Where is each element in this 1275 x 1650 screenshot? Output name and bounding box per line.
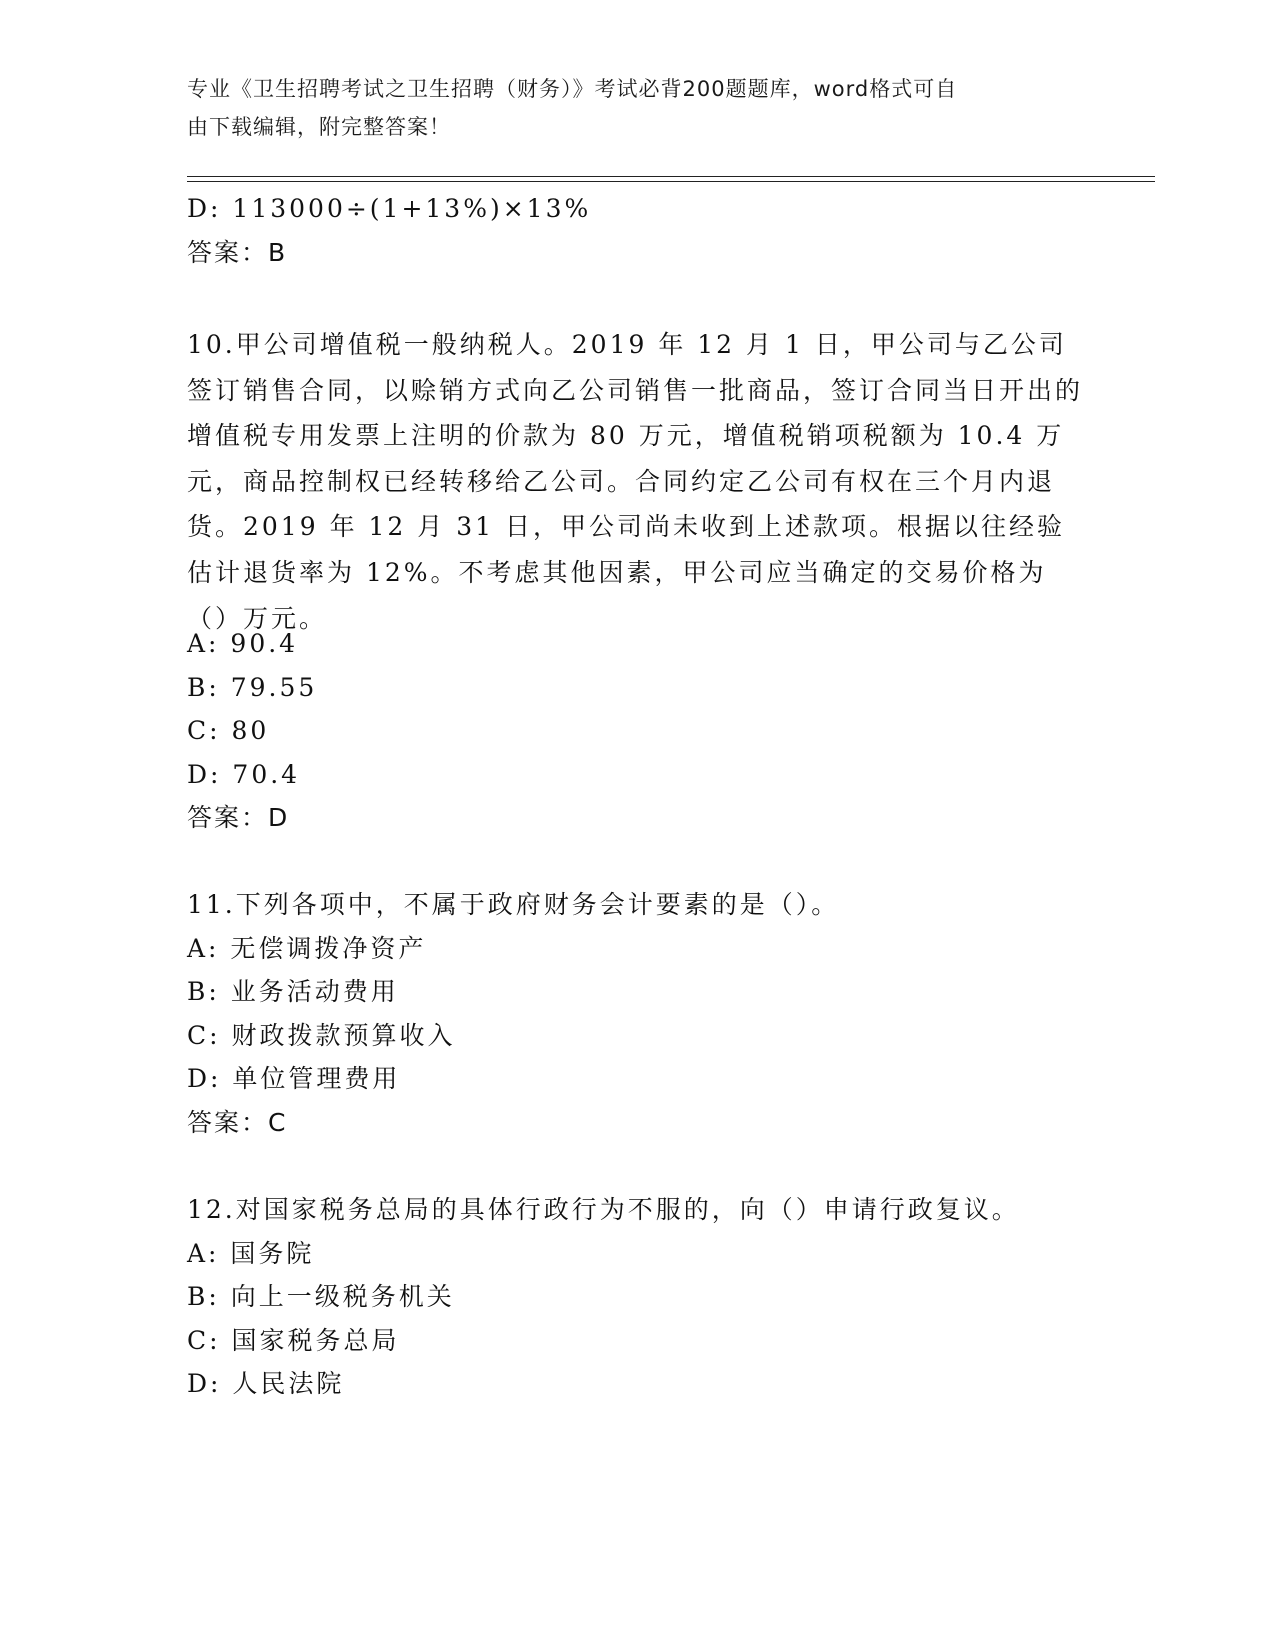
q10-option-d: D: 70.4 xyxy=(187,760,301,789)
q10-option-a: A: 90.4 xyxy=(187,629,299,658)
q11-option-c: C: 财政拨款预算收入 xyxy=(187,1021,456,1050)
q12-option-c: C: 国家税务总局 xyxy=(187,1326,400,1355)
q9-option-d: D: 113000÷(1+13%)×13% xyxy=(187,194,592,223)
q10-question: 10.甲公司增值税一般纳税人。2019 年 12 月 1 日，甲公司与乙公司签订销售合同，以赊销方式向乙公司销售一批商品，签订合同当日开出的增值税专用发票上注明的价款为 80 万元，增值税销项税额为 10.4 万元，商品控制权已经转移给乙公司。合同约定乙公司有权在三个月内退货。2019 年 12 月 31 日，甲公司尚未收到上述款项。根据以往经验估计退货率为 12%。不考虑其他因素，甲公司应当确定的交易价格为（）万元。 xyxy=(187,330,1084,633)
q12-option-a: A: 国务院 xyxy=(187,1239,315,1268)
q10-answer: 答案：D xyxy=(187,803,290,832)
q12-option-d: D: 人民法院 xyxy=(187,1369,345,1398)
q12-question: 12.对国家税务总局的具体行政行为不服的，向（）申请行政复议。 xyxy=(187,1195,1020,1224)
header-title-line-1: 专业《卫生招聘考试之卫生招聘（财务）》考试必背200题题库，word格式可自 xyxy=(187,77,958,101)
q10-option-b: B: 79.55 xyxy=(187,673,318,702)
q9-answer: 答案：B xyxy=(187,238,288,267)
q12-option-b: B: 向上一级税务机关 xyxy=(187,1282,455,1311)
q11-option-d: D: 单位管理费用 xyxy=(187,1064,401,1093)
document-header xyxy=(187,70,1067,146)
header-divider-bottom xyxy=(187,181,1155,182)
q11-question: 11.下列各项中，不属于政府财务会计要素的是（）。 xyxy=(187,890,840,919)
q11-answer: 答案：C xyxy=(187,1108,288,1137)
q11-option-b: B: 业务活动费用 xyxy=(187,977,399,1006)
header-title-line-2: 由下载编辑，附完整答案！ xyxy=(187,115,451,139)
q11-option-a: A: 无偿调拨净资产 xyxy=(187,934,427,963)
header-divider-top xyxy=(187,176,1155,177)
q10-option-c: C: 80 xyxy=(187,716,270,745)
